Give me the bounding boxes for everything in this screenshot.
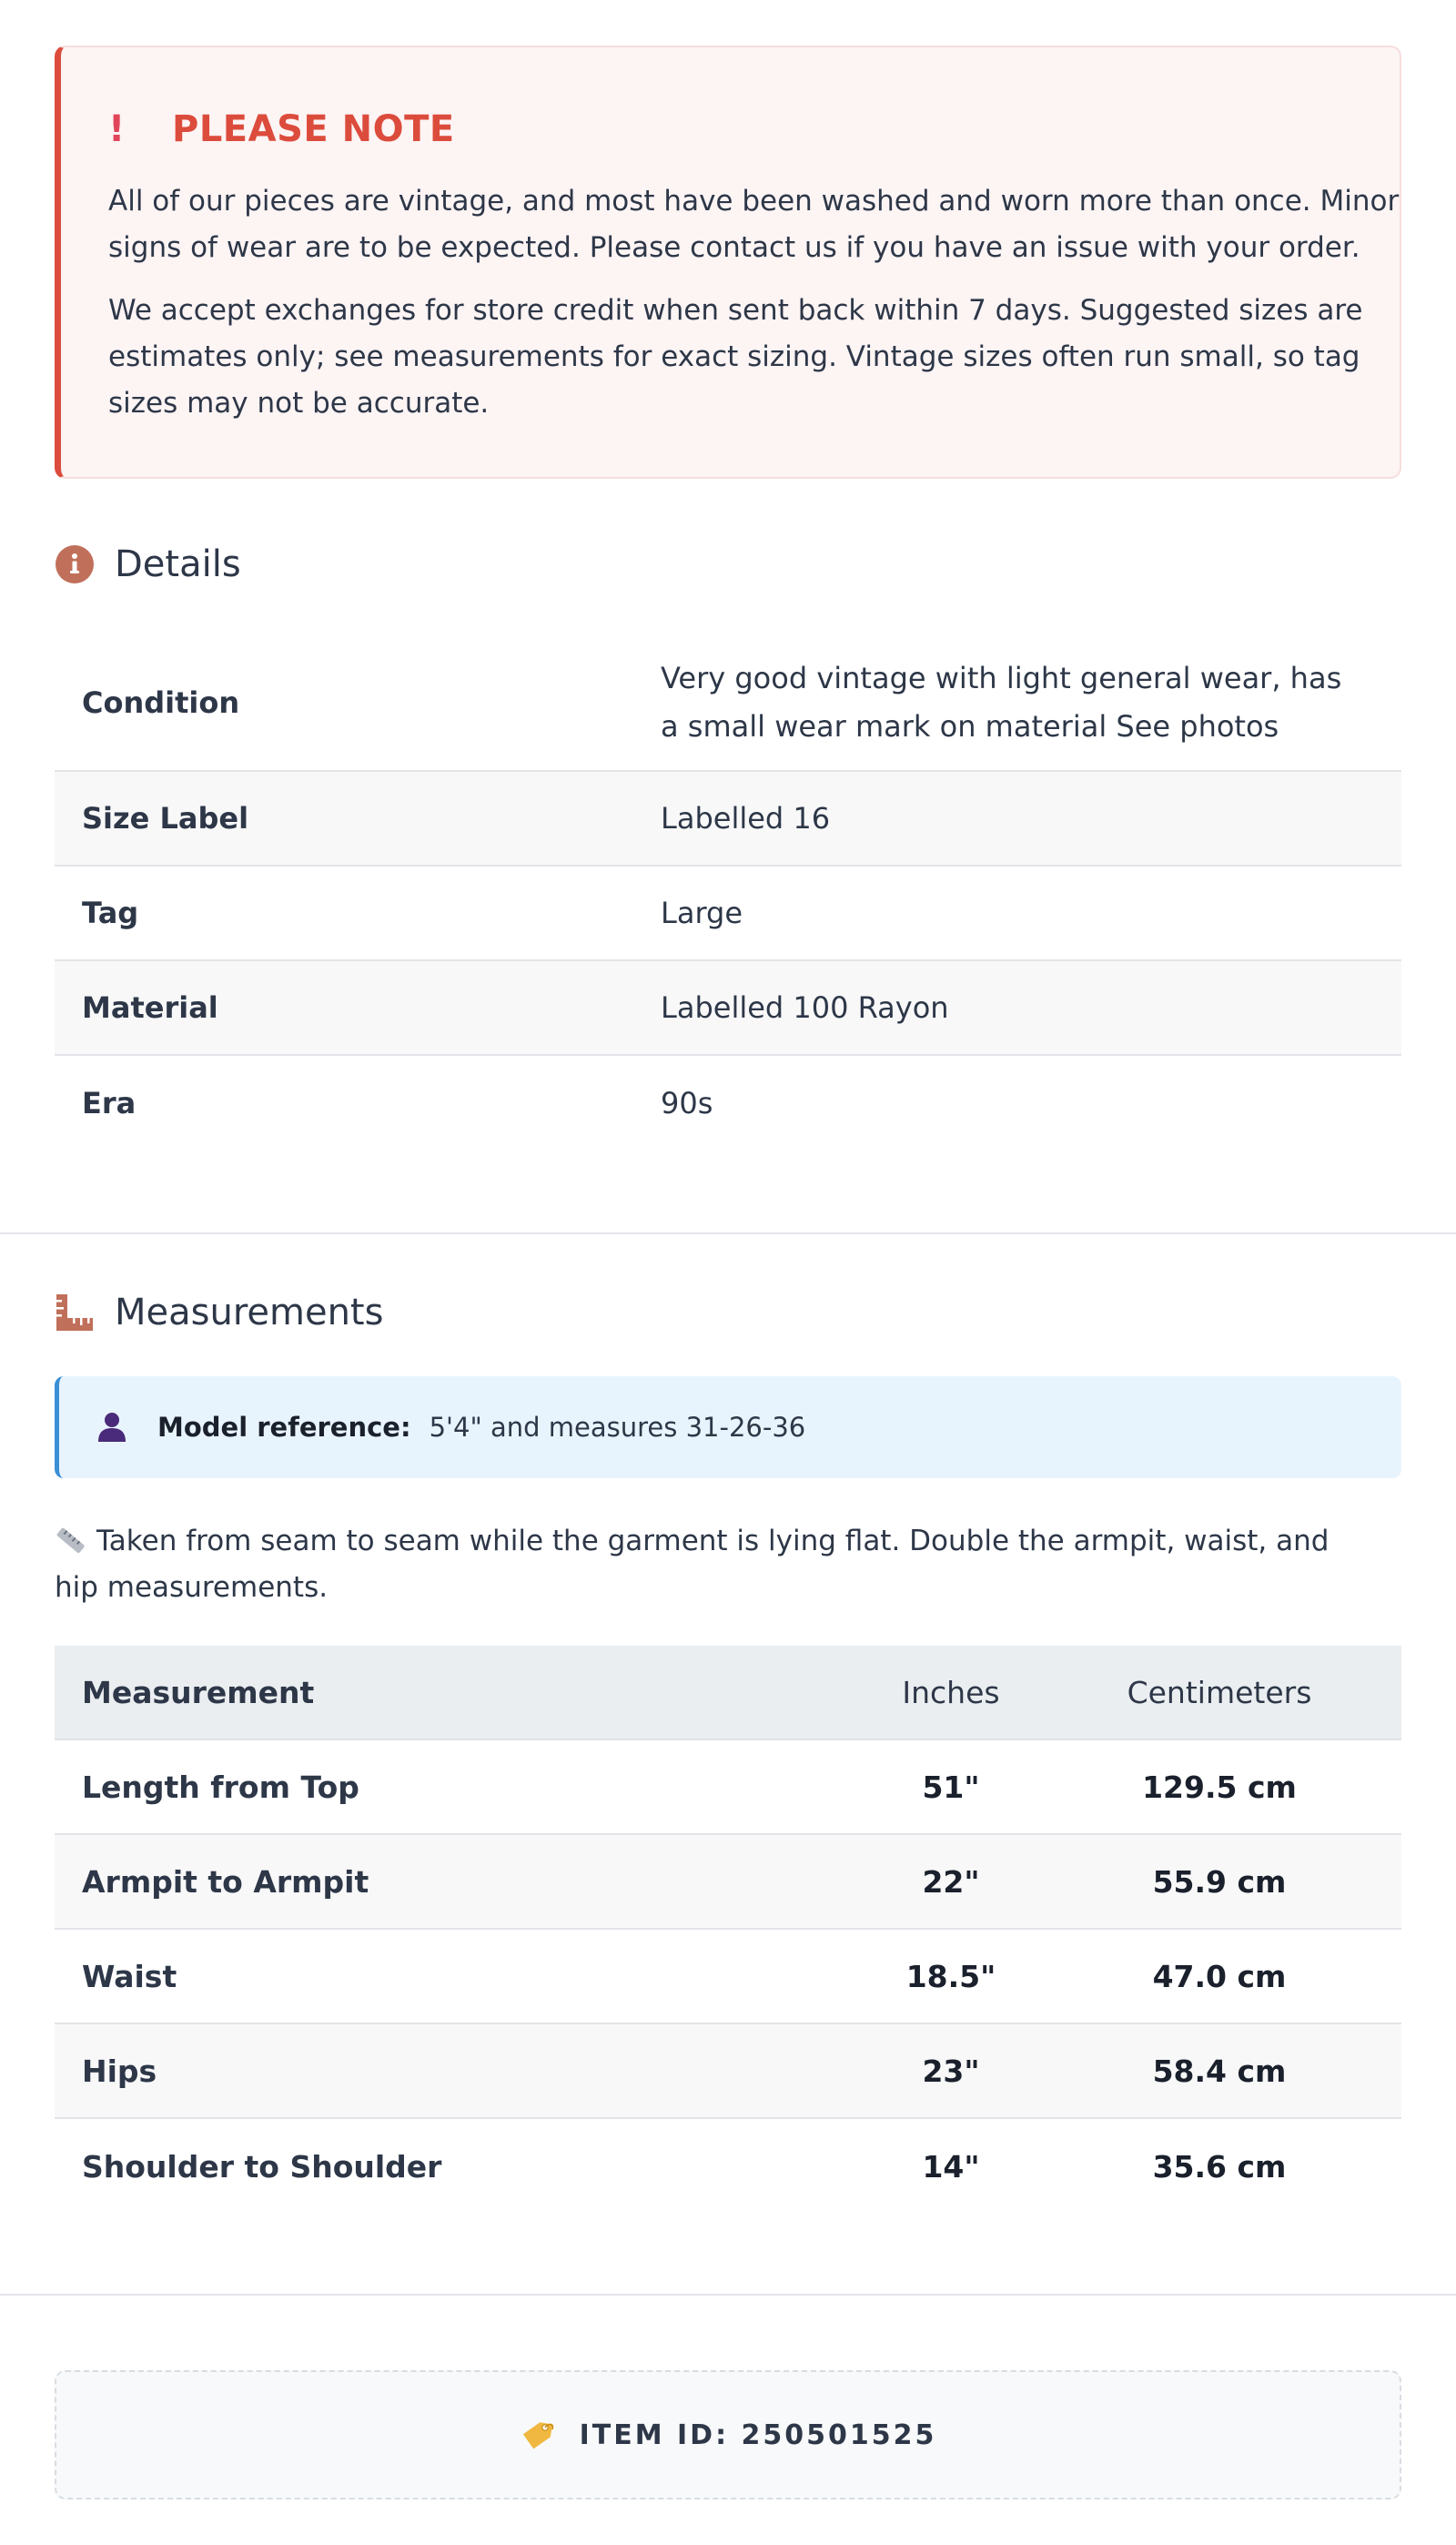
table-row (55, 2024, 1401, 2119)
measurement-cm: 55.9 cm (1152, 1863, 1287, 1900)
details-label: Condition (82, 685, 240, 720)
tag-icon (520, 2417, 556, 2453)
measurement-cm: 129.5 cm (1142, 1769, 1297, 1805)
notice-title: PLEASE NOTE (172, 108, 455, 150)
details-value: 90s (661, 1085, 713, 1120)
exclamation-icon: ! (108, 108, 126, 150)
table-row (55, 1835, 1401, 1930)
details-label: Era (82, 1086, 136, 1120)
measurement-name: Armpit to Armpit (82, 1863, 369, 1900)
notice-paragraph: We accept exchanges for store credit when sent back within 7 days. Suggested sizes are estimates only; see measurements for exact sizing. Vintage sizes often run small, so tag sizes may not be accurate. (108, 294, 1363, 420)
table-row (55, 2119, 1401, 2214)
column-header-inches: Inches (902, 1674, 1000, 1710)
details-title: Details (115, 543, 241, 585)
section-divider (0, 2294, 1456, 2296)
measurement-cm: 35.6 cm (1152, 2148, 1287, 2185)
measurements-header (55, 1285, 383, 1340)
measurement-inches: 23" (922, 2053, 980, 2089)
details-value: Large (661, 895, 743, 930)
measurement-note (55, 1518, 1347, 1611)
measurements-table-header (55, 1646, 1401, 1740)
table-row (55, 1930, 1401, 2024)
details-header (55, 537, 241, 592)
model-reference-value: 5'4" and measures 31-26-36 (429, 1412, 806, 1443)
measurement-inches: 18.5" (905, 1958, 996, 1994)
details-row-tag (55, 867, 1401, 961)
item-id-box (55, 2370, 1401, 2499)
section-divider (0, 1232, 1456, 1234)
model-reference-label: Model reference: (157, 1412, 411, 1443)
details-label: Tag (82, 896, 139, 930)
measurement-name: Length from Top (82, 1769, 359, 1805)
details-row-material (55, 961, 1401, 1056)
details-table (55, 635, 1401, 1151)
details-row-condition (55, 635, 1401, 772)
measurement-name: Waist (82, 1958, 177, 1994)
details-value: Labelled 16 (661, 800, 831, 836)
table-row (55, 1740, 1401, 1835)
measurement-note-text: Taken from seam to seam while the garment is lying flat. Double the armpit, waist, and hip measurements. (55, 1525, 1330, 1604)
notice-paragraph: All of our pieces are vintage, and most have been washed and worn more than once. Minor signs of wear are to be expected. Please contact us if you have an issue with your order. (108, 185, 1400, 264)
measurement-inches: 14" (922, 2148, 980, 2185)
item-id-text: ITEM ID: 250501525 (579, 2418, 937, 2451)
details-row-size-label (55, 772, 1401, 867)
notice-header (108, 102, 1354, 157)
measurement-inches: 51" (922, 1769, 980, 1805)
details-row-era (55, 1056, 1401, 1151)
measurements-table (55, 1646, 1401, 2214)
details-value: Very good vintage with light general wear, has a small wear mark on material See photos (661, 661, 1342, 744)
measurement-cm: 47.0 cm (1152, 1958, 1287, 1994)
column-header-measurement: Measurement (82, 1674, 315, 1710)
person-icon (96, 1411, 128, 1444)
model-reference-box (55, 1376, 1401, 1478)
measurement-name: Shoulder to Shoulder (82, 2148, 442, 2185)
ruler-icon (55, 1293, 95, 1333)
measurements-title: Measurements (115, 1292, 384, 1333)
measurement-cm: 58.4 cm (1152, 2053, 1287, 2089)
measurement-name: Hips (82, 2053, 157, 2089)
details-label: Material (82, 990, 218, 1025)
details-value: Labelled 100 Rayon (661, 989, 949, 1025)
please-note-box (55, 46, 1401, 479)
info-circle-icon (55, 544, 95, 584)
straight-ruler-icon (55, 1527, 87, 1553)
details-label: Size Label (82, 801, 249, 836)
column-header-centimeters: Centimeters (1127, 1674, 1312, 1710)
measurement-inches: 22" (922, 1863, 980, 1900)
